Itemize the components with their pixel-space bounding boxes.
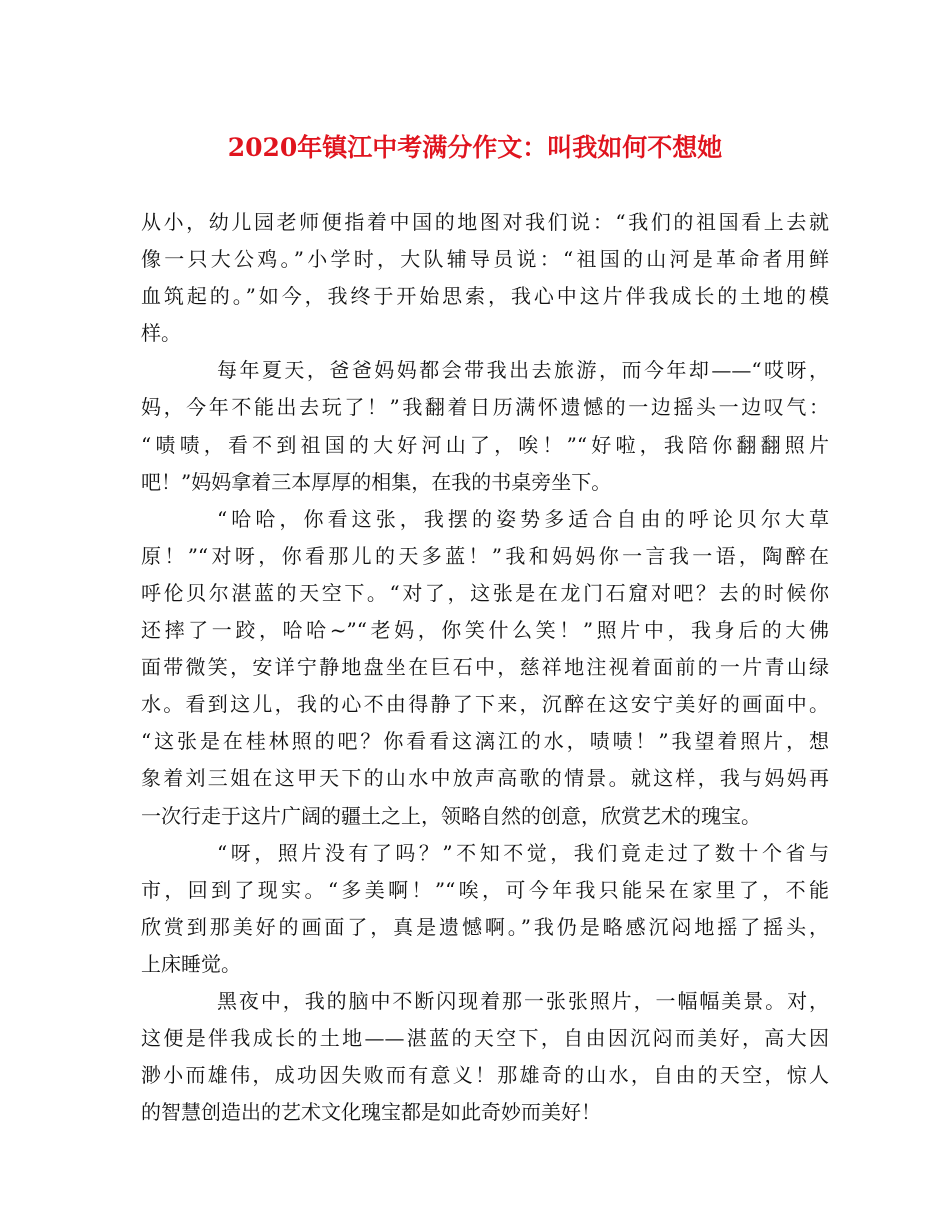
text-line: 黑夜中，我的脑中不断闪现着那一张张照片，一幅幅美景。对， [217,988,829,1013]
text-line: 一次行走于这片广阔的疆土之上，领略自然的创意，欣赏艺术的瑰宝。 [141,803,761,828]
text-line: 的智慧创造出的艺术文化瑰宝都是如此奇妙而美好！ [141,1100,601,1125]
text-line: 渺小而雄伟，成功因失败而有意义！那雄奇的山水，自由的天空，惊人 [141,1063,829,1088]
text-line: 呼伦贝尔湛蓝的天空下。“对了，这张是在龙门石窟对吧？去的时候你 [141,580,829,605]
text-line: 原！”“对呀，你看那儿的天多蓝！”我和妈妈你一言我一语，陶醉在 [141,543,829,568]
text-line: “呀，照片没有了吗？”不知不觉，我们竟走过了数十个省与 [217,840,829,865]
text-line: “啧啧，看不到祖国的大好河山了，唉！”“好啦，我陪你翻翻照片 [141,432,829,457]
document-body [141,204,829,1131]
document-title: 2020年镇江中考满分作文：叫我如何不想她 [227,133,723,162]
text-line: 血筑起的。”如今，我终于开始思索，我心中这片伴我成长的土地的模 [141,284,829,309]
text-line: 还摔了一跤，哈哈~”“老妈，你笑什么笑！”照片中，我身后的大佛 [141,618,829,643]
text-line: 妈，今年不能出去玩了！”我翻着日历满怀遗憾的一边摇头一边叹气： [141,395,829,420]
text-line: “哈哈，你看这张，我摆的姿势多适合自由的呼论贝尔大草 [217,506,829,531]
text-line: 象着刘三姐在这甲天下的山水中放声高歌的情景。就这样，我与妈妈再 [141,766,829,791]
text-line: 面带微笑，安详宁静地盘坐在巨石中，慈祥地注视着面前的一片青山绿 [141,655,829,680]
text-line: 这便是伴我成长的土地——湛蓝的天空下，自由因沉闷而美好，高大因 [141,1026,829,1051]
text-line: 市，回到了现实。“多美啊！”“唉，可今年我只能呆在家里了，不能 [141,877,829,902]
text-line: 欣赏到那美好的画面了，真是遗憾啊。”我仍是略感沉闷地摇了摇头， [141,914,829,939]
text-line: 吧！”妈妈拿着三本厚厚的相集，在我的书桌旁坐下。 [141,469,612,494]
text-line: 水。看到这儿，我的心不由得静了下来，沉醉在这安宁美好的画面中。 [141,692,829,717]
text-line: 上床睡觉。 [141,951,241,976]
text-line: 每年夏天，爸爸妈妈都会带我出去旅游，而今年却——“哎呀， [217,358,829,383]
text-line: 从小，幼儿园老师便指着中国的地图对我们说：“我们的祖国看上去就 [141,210,829,234]
text-line: 像一只大公鸡。”小学时，大队辅导员说：“祖国的山河是革命者用鲜 [141,247,829,272]
text-line: “这张是在桂林照的吧？你看看这漓江的水，啧啧！”我望着照片，想 [141,729,829,754]
text-line: 样。 [141,321,181,346]
